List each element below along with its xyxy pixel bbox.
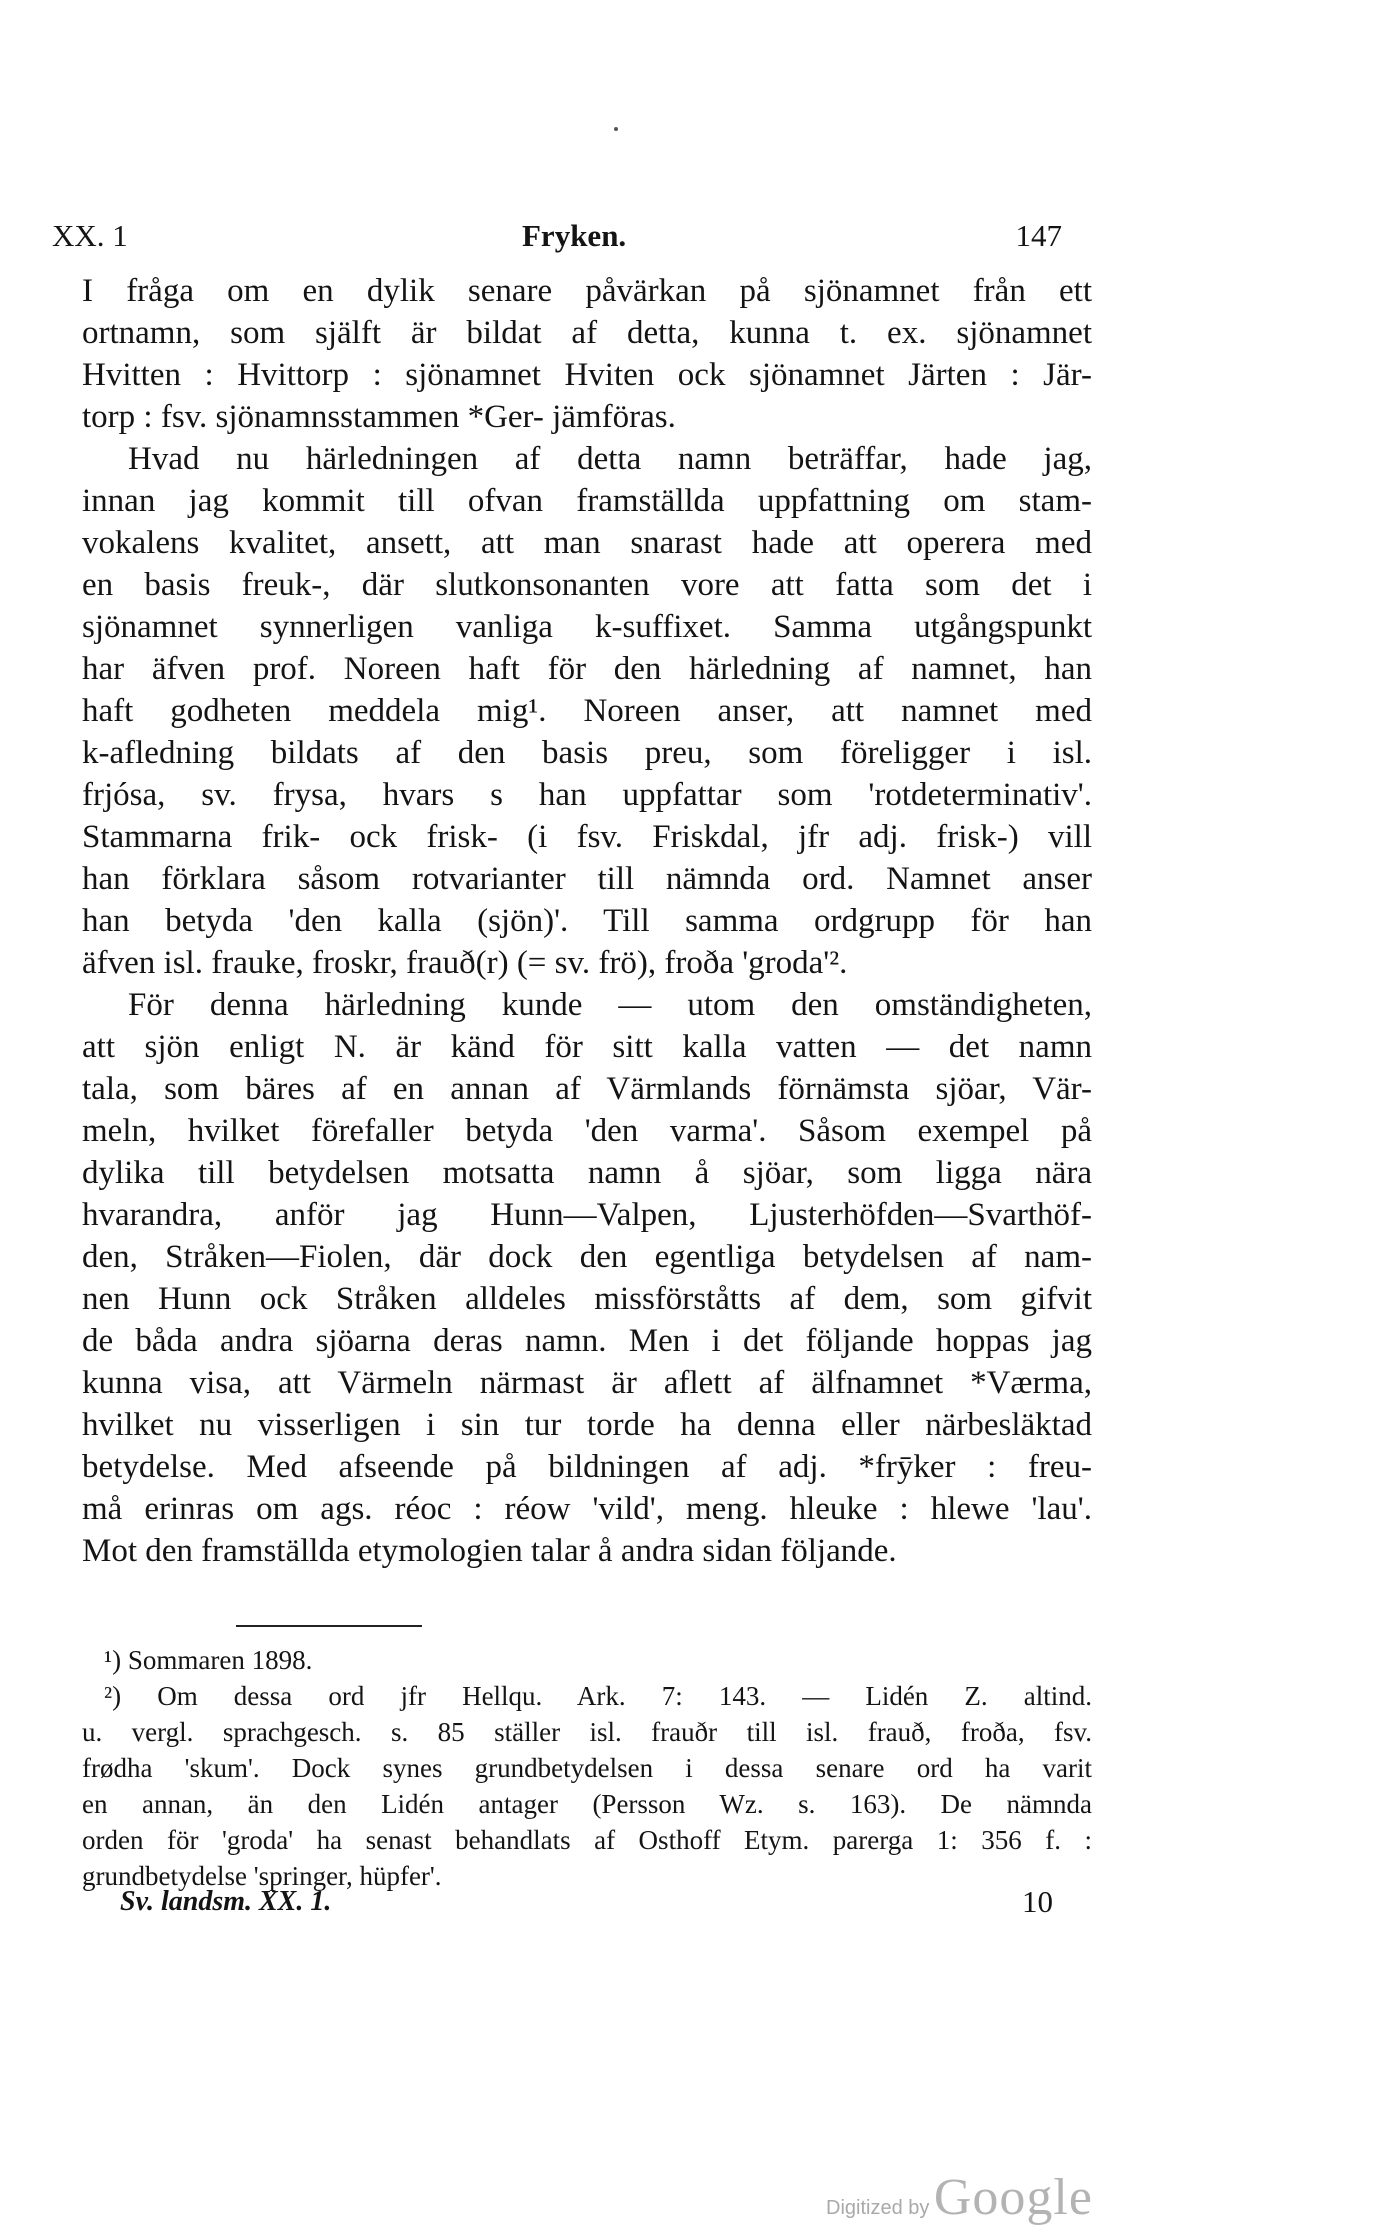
text-line: ortnamn, som själft är bildat af detta, kunna t. ex. sjönamnet (82, 315, 1092, 351)
text-line: vokalens kvalitet, ansett, att man snarast hade att operera med (82, 525, 1092, 561)
footnote-line: orden för 'groda' ha senast behandlats af Osthoff Etym. parerga 1: 356 f. : (82, 1825, 1092, 1855)
chapter-number: XX. 1 (52, 218, 128, 253)
text-line: meln, hvilket förefaller betyda 'den varma'. Såsom exempel på (82, 1113, 1092, 1149)
text-line: Hvad nu härledningen af detta namn beträffar, hade jag, (128, 441, 1092, 477)
text-line: hvilket nu visserligen i sin tur torde ha denna eller närbesläktad (82, 1407, 1092, 1443)
sheet-number: 10 (1022, 1884, 1053, 1919)
footnotes (82, 1642, 1092, 1894)
text-line: För denna härledning kunde — utom den omständigheten, (128, 987, 1092, 1023)
text-line: frjósa, sv. frysa, hvars s han uppfattar som 'rotdeterminativ'. (82, 777, 1092, 813)
footnote-line: grundbetydelse 'springer, hüpfer'. (82, 1861, 442, 1891)
footnote-line: ¹) Sommaren 1898. (104, 1645, 313, 1675)
page-number: 147 (1015, 218, 1062, 253)
text-line: dylika till betydelsen motsatta namn å sjöar, som ligga nära (82, 1155, 1092, 1191)
text-line: betydelse. Med afseende på bildningen af adj. *frȳker : freu- (82, 1449, 1092, 1485)
body-text (82, 270, 1092, 1572)
scan-speck (614, 127, 618, 131)
google-logo: Google (933, 2169, 1093, 2226)
footnote-line: en annan, än den Lidén antager (Persson Wz. s. 163). De nämnda (82, 1789, 1092, 1819)
text-line: att sjön enligt N. är känd för sitt kalla vatten — det namn (82, 1029, 1092, 1065)
text-line: torp : fsv. sjönamnsstammen *Ger- jämföras. (82, 399, 676, 435)
text-line: innan jag kommit till ofvan framställda uppfattning om stam- (82, 483, 1092, 519)
digitized-watermark (826, 2168, 1093, 2227)
text-line: en basis freuk-, där slutkonsonanten vore att fatta som det i (82, 567, 1092, 603)
text-line: haft godheten meddela mig¹. Noreen anser, att namnet med (82, 693, 1092, 729)
text-line: den, Stråken—Fiolen, där dock den egentliga betydelsen af nam- (82, 1239, 1092, 1275)
text-line: sjönamnet synnerligen vanliga k-suffixet. Samma utgångspunkt (82, 609, 1092, 645)
text-line: må erinras om ags. réoc : réow 'vild', meng. hleuke : hlewe 'lau'. (82, 1491, 1092, 1527)
running-header (52, 218, 1062, 258)
text-line: de båda andra sjöarna deras namn. Men i det följande hoppas jag (82, 1323, 1092, 1359)
text-line: Stammarna frik- ock frisk- (i fsv. Friskdal, jfr adj. frisk-) vill (82, 819, 1092, 855)
footnote-line: ²) Om dessa ord jfr Hellqu. Ark. 7: 143. — Lidén Z. altind. (104, 1681, 1092, 1711)
footnote-divider (236, 1625, 422, 1627)
text-line: tala, som bäres af en annan af Värmlands förnämsta sjöar, Vär- (82, 1071, 1092, 1107)
footnote-line: u. vergl. sprachgesch. s. 85 ställer isl. frauðr till isl. frauð, froða, fsv. (82, 1717, 1092, 1747)
text-line: äfven isl. frauke, froskr, frauð(r) (= sv. frö), froða 'groda'². (82, 945, 848, 981)
text-line: kunna visa, att Värmeln närmast är aflett af älfnamnet *Værma, (82, 1365, 1092, 1401)
text-line: har äfven prof. Noreen haft för den härledning af namnet, han (82, 651, 1092, 687)
text-line: Hvitten : Hvittorp : sjönamnet Hviten ock sjönamnet Järten : Jär- (82, 357, 1092, 393)
text-line: nen Hunn ock Stråken alldeles missförståtts af dem, som gifvit (82, 1281, 1092, 1317)
text-line: Mot den framställda etymologien talar å andra sidan följande. (82, 1533, 897, 1569)
footnote-line: frødha 'skum'. Dock synes grundbetydelsen i dessa senare ord ha varit (82, 1753, 1092, 1783)
running-title: Fryken. (522, 218, 627, 253)
digitized-by-label: Digitized by (826, 2197, 930, 2219)
text-line: k-afledning bildats af den basis preu, som föreligger i isl. (82, 735, 1092, 771)
text-line: han betyda 'den kalla (sjön)'. Till samma ordgrupp för han (82, 903, 1092, 939)
text-line: han förklara såsom rotvarianter till nämnda ord. Namnet anser (82, 861, 1092, 897)
text-line: hvarandra, anför jag Hunn—Valpen, Ljusterhöfden—Svarthöf- (82, 1197, 1092, 1233)
signature-mark: Sv. landsm. XX. 1. (120, 1886, 332, 1917)
text-line: I fråga om en dylik senare påvärkan på sjönamnet från ett (82, 273, 1092, 309)
